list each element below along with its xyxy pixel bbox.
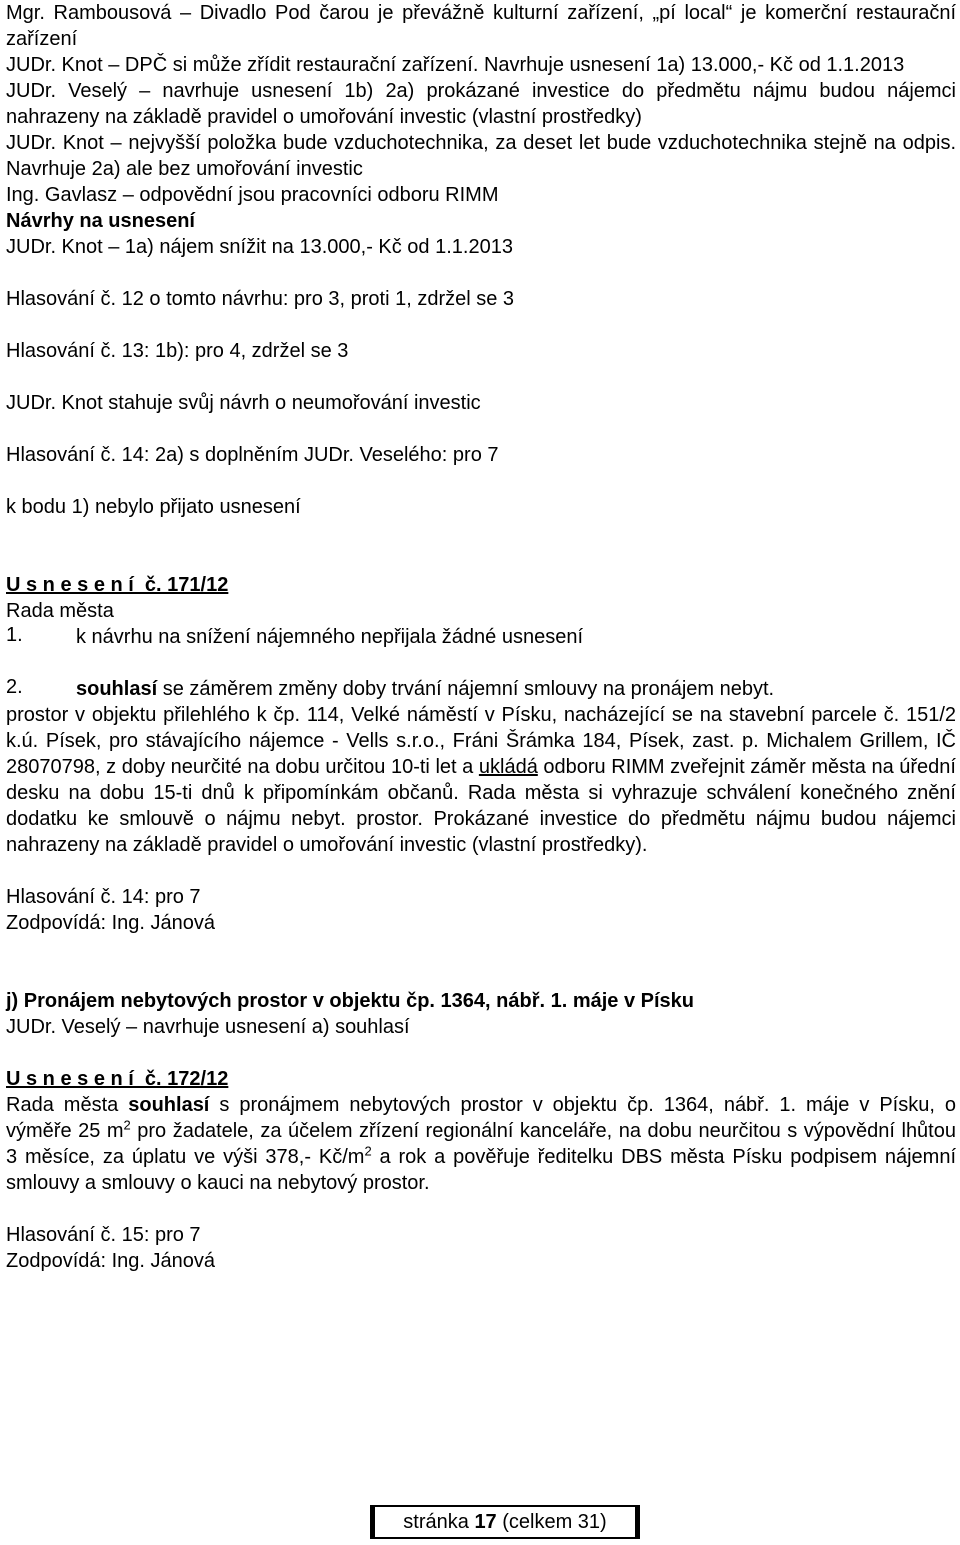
resolution-171-item-2 — [6, 676, 956, 702]
item-number: 1. — [6, 624, 23, 646]
resolution-171-vote: Hlasování č. 14: pro 7 — [6, 886, 201, 908]
resolution-171-item-1 — [6, 624, 956, 650]
body-part-d: a rok a pověřuje ředitelku DBS města Písku podpisem nájemní smlouvy a smlouvy o kauci na nebytový prostor. — [6, 1146, 956, 1194]
superscript-1: 2 — [123, 1117, 131, 1133]
discussion-gavlasz: Ing. Gavlasz – odpovědní jsou pracovníci odboru RIMM — [6, 184, 499, 206]
item-text-first-line — [76, 676, 956, 702]
body-part-a: Rada města — [6, 1094, 129, 1116]
withdraw-note: JUDr. Knot stahuje svůj návrh o neumořování investic — [6, 392, 481, 414]
discussion-vesely: JUDr. Veselý – navrhuje usnesení 1b) 2a) prokázané investice do předmětu nájmu budou nájemci nahrazeny na základě pravidel o umořování investic (vlastní prostředky) — [6, 80, 956, 128]
resolution-171-item-2-body — [6, 702, 956, 858]
superscript-2: 2 — [364, 1143, 372, 1159]
agree-verb: souhlasí — [128, 1094, 210, 1116]
agree-verb: souhlasí — [76, 678, 158, 700]
item-number: 2. — [6, 676, 23, 698]
assigns-verb: ukládá — [478, 756, 538, 778]
resolution-172-body — [6, 1092, 956, 1196]
resolution-171-council: Rada města — [6, 600, 114, 622]
section-j-heading: j) Pronájem nebytových prostor v objektu čp. 1364, nábř. 1. máje v Písku — [6, 990, 695, 1012]
document-page — [6, 0, 956, 1274]
vote-12: Hlasování č. 12 o tomto návrhu: pro 3, proti 1, zdržel se 3 — [6, 288, 515, 310]
resolution-172-responsible: Zodpovídá: Ing. Jánová — [6, 1250, 216, 1272]
not-adopted-note: k bodu 1) nebylo přijato usnesení — [6, 496, 301, 518]
proposal-knot: JUDr. Knot – 1a) nájem snížit na 13.000,- Kč od 1.1.2013 — [6, 236, 513, 258]
resolution-172-vote: Hlasování č. 15: pro 7 — [6, 1224, 201, 1246]
footer-suffix: (celkem 31) — [496, 1510, 607, 1533]
proposals-heading: Návrhy na usnesení — [6, 210, 195, 232]
body-part-c: pro žadatele, za účelem zřízení regionální kanceláře, na dobu neurčitou s výpovědní lhůtou 3 měsíce, za úplatu ve výši 378,- Kč/m — [6, 1120, 956, 1168]
item-text: k návrhu na snížení nájemného nepřijala žádné usnesení — [76, 626, 584, 648]
page-footer — [370, 1505, 640, 1539]
discussion-rambousova: Mgr. Rambousová – Divadlo Pod čarou je převážně kulturní zařízení, „pí local“ je komerční restaurační zařízení — [6, 2, 956, 50]
body-part-b: odboru RIMM zveřejnit záměr města na úřední desku na dobu 15-ti dnů k připomínkám občanů. Rada města si vyhrazuje schválení konečného znění dodatku ke smlouvě o nájmu nebyt. prostor. Prokázané investice do předmětu nájmu budou nájemci nahrazeny na základě pravidel o umořování investic (vlastní prostředky). — [6, 756, 956, 856]
resolution-172-label: U s n e s e n í č. 172/12 — [6, 1068, 229, 1090]
vote-14: Hlasování č. 14: 2a) s doplněním JUDr. Veselého: pro 7 — [6, 444, 499, 466]
discussion-knot-2: JUDr. Knot – nejvyšší položka bude vzduchotechnika, za deset let bude vzduchotechnika stejně na odpis. Navrhuje 2a) ale bez umořování investic — [6, 132, 956, 180]
resolution-171-responsible: Zodpovídá: Ing. Jánová — [6, 912, 216, 934]
section-j-proposal: JUDr. Veselý – navrhuje usnesení a) souhlasí — [6, 1016, 410, 1038]
resolution-171-label: U s n e s e n í č. 171/12 — [6, 574, 229, 596]
vote-13: Hlasování č. 13: 1b): pro 4, zdržel se 3 — [6, 340, 349, 362]
footer-page-number: 17 — [474, 1510, 497, 1533]
discussion-knot-1: JUDr. Knot – DPČ si může zřídit restaurační zařízení. Navrhuje usnesení 1a) 13.000,- Kč od 1.1.2013 — [6, 54, 905, 76]
body-part-b: s pronájmem nebytových prostor v objektu čp. 1364, nábř. 1. máje v Písku, o výměře 25 m — [6, 1094, 956, 1142]
body-part-a: prostor v objektu přilehlého k čp. 114, Velké náměstí v Písku, nacházející se na stavební parcele č. 151/2 k.ú. Písek, pro stávajícího nájemce - Vells s.r.o., Fráni Šrámka 184, Písek, zast. p. Michalem Grillem, IČ 28070798, z doby neurčité na dobu určitou 10-ti let a — [6, 704, 956, 778]
footer-prefix: stránka — [403, 1510, 475, 1533]
item-first-line-rest: se záměrem změny doby trvání nájemní smlouvy na pronájem nebyt. — [157, 678, 775, 700]
